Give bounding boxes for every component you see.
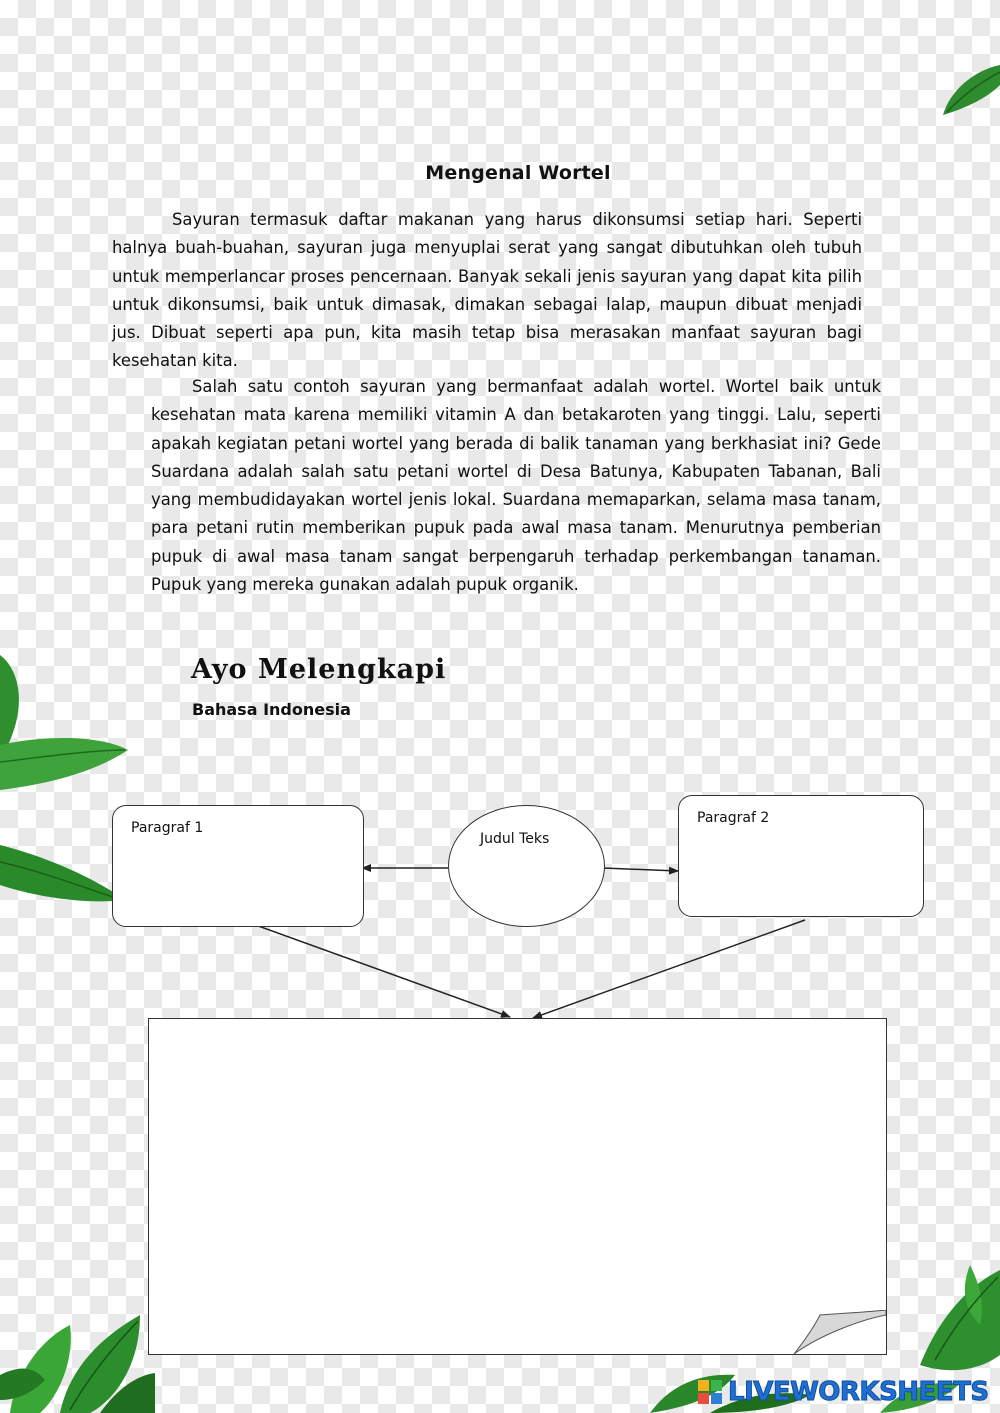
paragraph-1-box[interactable] [112, 805, 364, 927]
paragraph-1-label: Paragraf 1 [131, 820, 204, 836]
answer-box[interactable] [148, 1018, 887, 1355]
article-paragraph-1: Sayuran termasuk daftar makanan yang harus dikonsumsi setiap hari. Seperti halnya buah-buahan, sayuran juga menyuplai serat yang sangat dibutuhkan oleh tubuh untuk memperlancar proses pencernaan. Banyak sekali jenis sayuran yang dapat kita pilih untuk dikonsumsi, baik untuk dimasak, dimakan sebagai lalap, maupun dibuat menjadi jus. Dibuat seperti apa pun, kita masih tetap bisa merasakan manfaat sayuran bagi kesehatan kita. [112, 210, 862, 371]
leaf-bottom-left-icon [0, 1255, 155, 1413]
liveworksheets-logo-text: LIVEWORKSHEETS [728, 1377, 989, 1407]
paragraph-2-box[interactable] [678, 795, 924, 917]
activity-heading: Ayo Melengkapi [191, 654, 447, 685]
article-paragraph-2: Salah satu contoh sayuran yang bermanfaat adalah wortel. Wortel baik untuk kesehatan mata karena memiliki vitamin A dan betakaroten yang tinggi. Lalu, seperti apakah kegiatan petani wortel yang berada di balik tanaman yang berkhasiat ini? Gede Suardana adalah salah satu petani wortel di Desa Batunya, Kabupaten Tabanan, Bali yang membudidayakan wortel jenis lokal. Suardana memaparkan, selama masa tanam, para petani rutin memberikan pupuk pada awal masa tanam. Menurutnya pemberian pupuk di awal masa tanam sangat berpengaruh terhadap perkembangan tanaman. Pupuk yang mereka gunakan adalah pupuk organik. [151, 377, 881, 595]
leaf-top-right-icon [935, 60, 1000, 140]
title-ellipse[interactable] [448, 805, 605, 927]
arrow-to-paragraph-2 [603, 868, 678, 871]
liveworksheets-mark-icon [698, 1380, 722, 1404]
liveworksheets-logo[interactable] [698, 1377, 989, 1407]
arrow-paragraph-1-to-answer [228, 915, 510, 1017]
arrow-paragraph-2-to-answer [533, 920, 805, 1018]
paragraph-2-label: Paragraf 2 [697, 810, 770, 826]
title-label: Judul Teks [480, 831, 550, 847]
article-title: Mengenal Wortel [425, 162, 611, 184]
activity-subject: Bahasa Indonesia [192, 700, 351, 719]
page-curl-icon [790, 1310, 886, 1355]
